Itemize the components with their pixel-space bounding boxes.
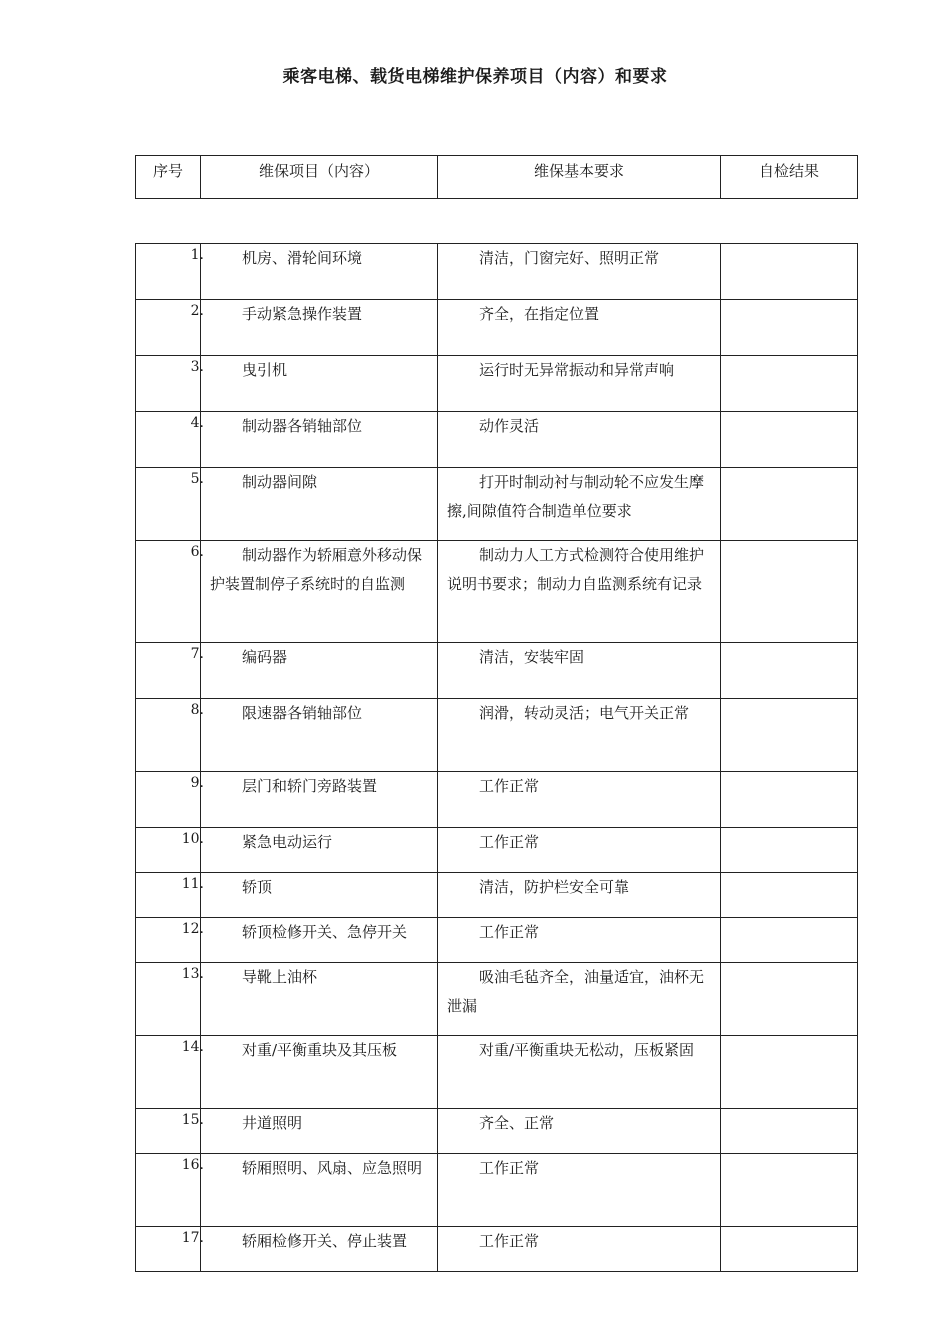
row-number: 13. bbox=[140, 963, 205, 1036]
row-number: 4. bbox=[140, 412, 205, 468]
table-row bbox=[136, 1109, 858, 1154]
row-item: 井道照明 bbox=[201, 1109, 438, 1154]
row-requirement: 对重/平衡重块无松动，压板紧固 bbox=[438, 1036, 721, 1109]
row-number: 1. bbox=[140, 244, 205, 300]
row-result bbox=[721, 873, 858, 918]
row-number: 6. bbox=[140, 541, 205, 643]
table-row bbox=[136, 1036, 858, 1109]
row-number: 9. bbox=[140, 772, 205, 828]
row-requirement: 清洁，门窗完好、照明正常 bbox=[438, 244, 721, 300]
row-number: 8. bbox=[140, 699, 205, 772]
row-item: 导靴上油杯 bbox=[201, 963, 438, 1036]
table-row bbox=[136, 468, 858, 541]
row-item: 轿顶 bbox=[201, 873, 438, 918]
row-result bbox=[721, 1036, 858, 1109]
row-item: 编码器 bbox=[201, 643, 438, 699]
row-item: 制动器间隙 bbox=[201, 468, 438, 541]
table-row bbox=[136, 643, 858, 699]
row-result bbox=[721, 1109, 858, 1154]
row-result bbox=[721, 300, 858, 356]
row-number: 11. bbox=[140, 873, 205, 918]
row-requirement: 润滑，转动灵活；电气开关正常 bbox=[438, 699, 721, 772]
row-result bbox=[721, 468, 858, 541]
table-row bbox=[136, 541, 858, 643]
row-requirement: 工作正常 bbox=[438, 1154, 721, 1227]
row-requirement: 吸油毛毡齐全，油量适宜，油杯无泄漏 bbox=[438, 963, 721, 1036]
table-row bbox=[136, 699, 858, 772]
row-item: 对重/平衡重块及其压板 bbox=[201, 1036, 438, 1109]
row-result bbox=[721, 1227, 858, 1272]
row-requirement: 动作灵活 bbox=[438, 412, 721, 468]
table-row bbox=[136, 873, 858, 918]
table-row bbox=[136, 963, 858, 1036]
table-row bbox=[136, 828, 858, 873]
row-number: 7. bbox=[140, 643, 205, 699]
row-result bbox=[721, 412, 858, 468]
row-result bbox=[721, 772, 858, 828]
row-result bbox=[721, 828, 858, 873]
header-table bbox=[135, 155, 858, 199]
header-no: 序号 bbox=[136, 156, 201, 199]
row-number: 15. bbox=[140, 1109, 205, 1154]
row-requirement: 制动力人工方式检测符合使用维护说明书要求；制动力自监测系统有记录 bbox=[438, 541, 721, 643]
row-requirement: 工作正常 bbox=[438, 828, 721, 873]
row-item: 曳引机 bbox=[201, 356, 438, 412]
table-row bbox=[136, 1154, 858, 1227]
row-requirement: 清洁，安装牢固 bbox=[438, 643, 721, 699]
row-result bbox=[721, 541, 858, 643]
table-row bbox=[136, 918, 858, 963]
maintenance-table bbox=[135, 243, 858, 1272]
header-item: 维保项目（内容） bbox=[201, 156, 438, 199]
row-item: 手动紧急操作装置 bbox=[201, 300, 438, 356]
table-row bbox=[136, 356, 858, 412]
row-requirement: 工作正常 bbox=[438, 1227, 721, 1272]
row-requirement: 打开时制动衬与制动轮不应发生摩擦,间隙值符合制造单位要求 bbox=[438, 468, 721, 541]
row-requirement: 工作正常 bbox=[438, 772, 721, 828]
row-requirement: 清洁，防护栏安全可靠 bbox=[438, 873, 721, 918]
row-number: 14. bbox=[140, 1036, 205, 1109]
table-row bbox=[136, 772, 858, 828]
row-item: 轿厢检修开关、停止装置 bbox=[201, 1227, 438, 1272]
header-row bbox=[136, 156, 858, 199]
row-item: 制动器各销轴部位 bbox=[201, 412, 438, 468]
row-result bbox=[721, 699, 858, 772]
row-item: 层门和轿门旁路装置 bbox=[201, 772, 438, 828]
row-number: 5. bbox=[140, 468, 205, 541]
table-row bbox=[136, 300, 858, 356]
row-item: 限速器各销轴部位 bbox=[201, 699, 438, 772]
table-row bbox=[136, 412, 858, 468]
row-number: 2. bbox=[140, 300, 205, 356]
row-item: 轿厢照明、风扇、应急照明 bbox=[201, 1154, 438, 1227]
row-number: 10. bbox=[140, 828, 205, 873]
row-requirement: 齐全，在指定位置 bbox=[438, 300, 721, 356]
row-number: 16. bbox=[140, 1154, 205, 1227]
row-number: 12. bbox=[140, 918, 205, 963]
row-number: 3. bbox=[140, 356, 205, 412]
row-item: 轿顶检修开关、急停开关 bbox=[201, 918, 438, 963]
row-requirement: 齐全、正常 bbox=[438, 1109, 721, 1154]
row-requirement: 工作正常 bbox=[438, 918, 721, 963]
row-number: 17. bbox=[140, 1227, 205, 1272]
row-requirement: 运行时无异常振动和异常声响 bbox=[438, 356, 721, 412]
row-result bbox=[721, 918, 858, 963]
row-result bbox=[721, 1154, 858, 1227]
row-item: 制动器作为轿厢意外移动保护装置制停子系统时的自监测 bbox=[201, 541, 438, 643]
page-title: 乘客电梯、载货电梯维护保养项目（内容）和要求 bbox=[282, 67, 668, 87]
row-result bbox=[721, 356, 858, 412]
header-result: 自检结果 bbox=[721, 156, 858, 199]
table-row bbox=[136, 244, 858, 300]
row-item: 机房、滑轮间环境 bbox=[201, 244, 438, 300]
row-item: 紧急电动运行 bbox=[201, 828, 438, 873]
row-result bbox=[721, 643, 858, 699]
row-result bbox=[721, 963, 858, 1036]
header-requirement: 维保基本要求 bbox=[438, 156, 721, 199]
table-row bbox=[136, 1227, 858, 1272]
row-result bbox=[721, 244, 858, 300]
